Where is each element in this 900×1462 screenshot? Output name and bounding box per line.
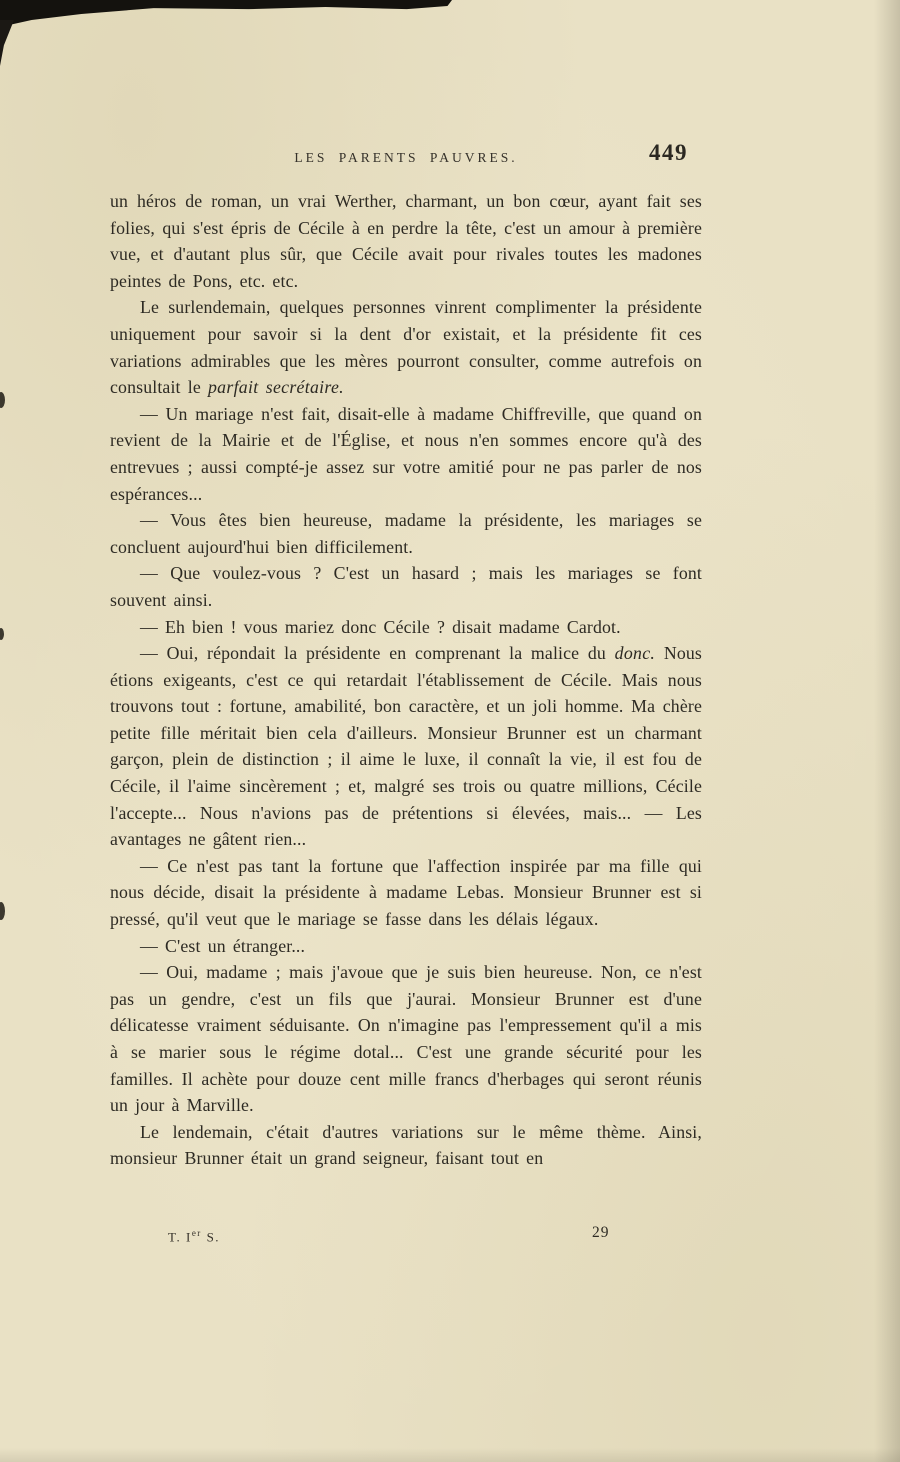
scan-artifact-speck <box>0 902 5 920</box>
running-title: LES PARENTS PAUVRES. <box>294 150 518 165</box>
text-segment: Le surlendemain, quelques personnes vinrent complimenter la présidente uniquement pour savoir si la dent d'or existait, et la présidente fit ces variations admirables que les mères pourront consulter, comme autrefois on consultait le <box>110 297 702 398</box>
text-segment: Nous étions exigeants, c'est ce qui retardait l'établissement de Cécile. Mais nous trouvons tout : fortune, amabilité, bon caractère, et un joli homme. Ma chère petite fille méritait bien cela d'ailleurs. Monsieur Brunner est un charmant garçon, plein de distinction ; il aime le luxe, il connaît la vie, il est fou de Cécile, il l'aime sincèrement ; et, malgré ses trois ou quatre millions, Cécile l'accepte... Nous n'avions pas de prétentions si élevées, mais... — Les avantages ne gâtent rien... <box>110 643 702 850</box>
sheet-number: 29 <box>592 1224 610 1241</box>
italic-text-segment: donc. <box>614 643 656 664</box>
paragraph <box>110 614 702 641</box>
volume-signature <box>168 1228 220 1245</box>
paragraph <box>110 933 702 960</box>
text-segment: — Que voulez-vous ? C'est un hasard ; mais les mariages se font souvent ainsi. <box>110 563 702 610</box>
paragraph <box>110 560 702 613</box>
scan-edge-shadow-right <box>874 0 900 1462</box>
body-text <box>110 188 702 1172</box>
page-header <box>110 140 702 180</box>
page-number: 449 <box>649 140 688 165</box>
volume-superscript: er <box>191 1228 202 1238</box>
paragraph <box>110 853 702 933</box>
text-segment: — Un mariage n'est fait, disait-elle à madame Chiffreville, que quand on revient de la Mairie et de l'Église, et nous n'en sommes encore qu'à des entrevues ; aussi compté-je assez sur votre amitié pour ne pas parler de nos espérances... <box>110 403 702 504</box>
paragraph <box>110 1119 702 1172</box>
italic-text-segment: parfait secrétaire. <box>207 377 344 398</box>
text-segment: — Eh bien ! vous mariez donc Cécile ? disait madame Cardot. <box>140 616 621 637</box>
scan-edge-shadow-bottom <box>0 1448 900 1462</box>
scan-artifact-speck <box>0 628 4 640</box>
paragraph <box>110 401 702 507</box>
paragraph <box>110 959 702 1119</box>
page-footer <box>110 1224 702 1248</box>
volume-suffix: S. <box>201 1229 221 1245</box>
text-segment: un héros de roman, un vrai Werther, charmant, un bon cœur, ayant fait ses folies, qui s'est épris de Cécile à en perdre la tête, c'est un amour à première vue, et d'autant plus sûr, que Cécile avait pour rivales toutes les madones peintes de Pons, etc. etc. <box>110 191 702 291</box>
text-segment: — Oui, répondait la présidente en comprenant la malice du <box>140 643 615 664</box>
print-column <box>110 140 702 1172</box>
text-segment: — Ce n'est pas tant la fortune que l'affection inspirée par ma fille qui nous décide, disait la présidente à madame Lebas. Monsieur Brunner est si pressé, qu'il veut que le mariage se fasse dans les délais légaux. <box>110 855 702 930</box>
text-segment: — C'est un étranger... <box>140 935 306 956</box>
text-segment: — Oui, madame ; mais j'avoue que je suis bien heureuse. Non, ce n'est pas un gendre, c'est un fils que j'aurai. Monsieur Brunner est d'une délicatesse vraiment séduisante. On n'imagine pas l'empressement qu'il a mis à se marier sous le régime dotal... C'est une grande sécurité pour les familles. Il achète pour douze cent mille francs d'herbages qui seront réunis un jour à Marville. <box>110 962 702 1116</box>
scan-artifact-speck <box>0 392 5 408</box>
scan-artifact-corner-smudge <box>0 20 14 66</box>
paragraph <box>110 188 702 294</box>
paragraph <box>110 294 702 400</box>
scan-artifact-top-smudge <box>0 0 452 27</box>
text-segment: Le lendemain, c'était d'autres variations sur le même thème. Ainsi, monsieur Brunner était un grand seigneur, faisant tout en <box>110 1121 702 1169</box>
paragraph <box>110 507 702 560</box>
paragraph <box>110 640 702 853</box>
volume-prefix: T. I <box>168 1229 192 1245</box>
text-segment: — Vous êtes bien heureuse, madame la présidente, les mariages se concluent aujourd'hui bien difficilement. <box>110 510 702 557</box>
